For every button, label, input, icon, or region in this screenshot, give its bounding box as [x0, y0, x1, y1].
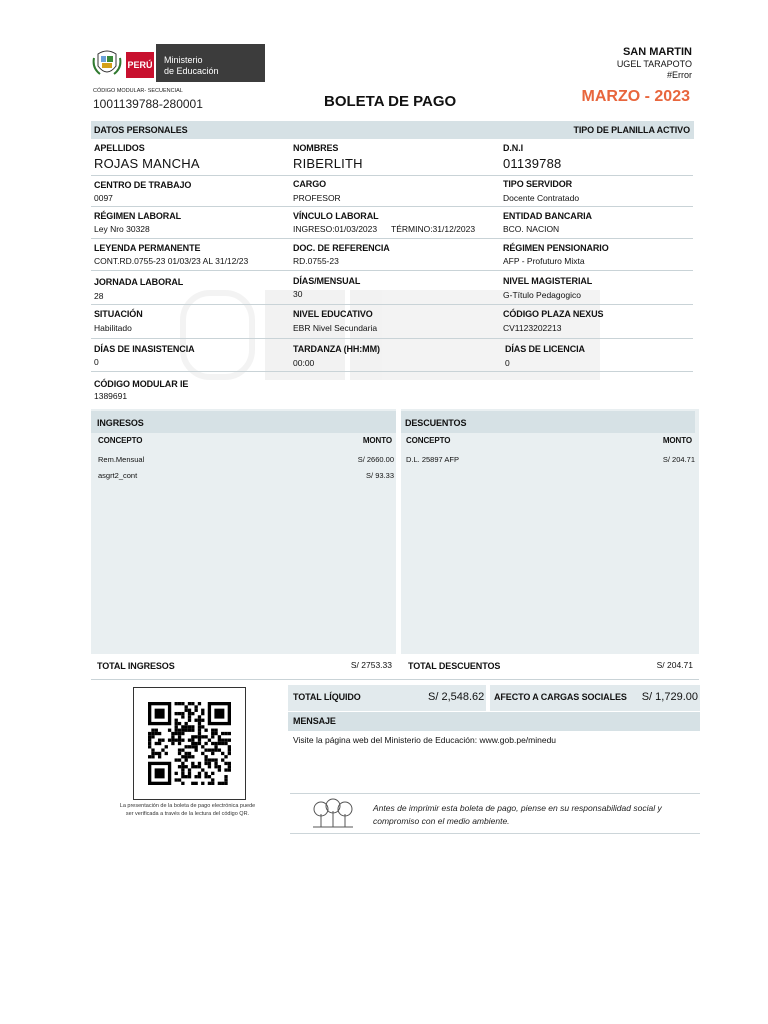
cargas-value: S/ 1,729.00: [641, 691, 698, 703]
entidad-label: ENTIDAD BANCARIA: [503, 211, 592, 221]
cargo-value: PROFESOR: [293, 193, 341, 203]
apellidos-value: ROJAS MANCHA: [94, 156, 200, 171]
eco-text: Antes de imprimir esta boleta de pago, piense en su responsabilidad social y compromiso con el medio ambiente.: [373, 803, 662, 826]
row-divider: [91, 206, 693, 207]
period-label: MARZO - 2023: [581, 88, 690, 105]
mensaje-url[interactable]: www.gob.pe/minedu: [479, 735, 557, 745]
dni-value: 01139788: [503, 156, 562, 171]
docref-value: RD.0755-23: [293, 256, 339, 266]
liquido-label: TOTAL LÍQUIDO: [293, 692, 361, 702]
qr-caption: La presentación de la boleta de pago electrónica puede ser verificada a través de la lectura del código QR.: [119, 803, 256, 817]
ingreso-row-monto: S/ 2660.00: [357, 455, 394, 464]
code-caption: CÓDIGO MODULAR- SECUENCIAL: [93, 88, 183, 94]
row-divider: [91, 371, 693, 372]
descuento-row-concepto: D.L. 25897 AFP: [406, 455, 459, 464]
nombres-value: RIBERLITH: [293, 156, 363, 171]
inasistencia-value: 0: [94, 357, 99, 367]
planilla-type: TIPO DE PLANILLA ACTIVO: [573, 125, 690, 135]
ingreso-value: INGRESO:01/03/2023: [293, 224, 378, 234]
ingreso-row-concepto: Rem.Mensual: [98, 455, 145, 464]
descuentos-panel: [401, 409, 699, 654]
dni-label: D.N.I: [503, 143, 524, 153]
ugel-label: UGEL TARAPOTO: [616, 59, 692, 69]
termino-value: TÉRMINO:31/12/2023: [391, 224, 476, 234]
minedu-logo: [92, 44, 265, 82]
nombres-label: NOMBRES: [293, 143, 339, 153]
row-divider: [91, 338, 693, 339]
jornada-value: 28: [94, 291, 104, 301]
total-descuentos-label: TOTAL DESCUENTOS: [408, 661, 501, 671]
regimen-value: Ley Nro 30328: [94, 224, 150, 234]
ingresos-col-monto: MONTO: [362, 436, 392, 445]
situacion-label: SITUACIÓN: [94, 309, 143, 319]
tipo-servidor-label: TIPO SERVIDOR: [503, 179, 573, 189]
peru-shield-icon: [92, 48, 122, 80]
descuentos-col-monto: MONTO: [662, 436, 692, 445]
licencia-label: DÍAS DE LICENCIA: [505, 344, 585, 354]
descuento-row-monto: S/ 204.71: [662, 455, 695, 464]
vinculo-label: VÍNCULO LABORAL: [293, 211, 379, 221]
ingresos-panel: [91, 409, 396, 654]
regimen-label: RÉGIMEN LABORAL: [94, 211, 181, 221]
modular-label: CÓDIGO MODULAR IE: [94, 379, 189, 389]
code-value: 1001139788-280001: [93, 97, 203, 111]
centro-value: 0097: [94, 193, 113, 203]
cargas-label: AFECTO A CARGAS SOCIALES: [494, 692, 627, 702]
licencia-value: 0: [505, 358, 510, 368]
tardanza-label: TARDANZA (HH:MM): [293, 344, 380, 354]
error-label: #Error: [666, 70, 692, 80]
row-divider: [91, 270, 693, 271]
qr-code-icon: [148, 702, 231, 785]
inasistencia-label: DÍAS DE INASISTENCIA: [94, 344, 195, 354]
row-divider: [91, 238, 693, 239]
mensaje-label: MENSAJE: [293, 716, 336, 726]
nivel-edu-label: NIVEL EDUCATIVO: [293, 309, 373, 319]
ingresos-title: INGRESOS: [97, 418, 144, 428]
descuentos-title: DESCUENTOS: [405, 418, 467, 428]
modular-value: 1389691: [94, 391, 128, 401]
leyenda-label: LEYENDA PERMANENTE: [94, 243, 201, 253]
eco-divider-top: [290, 793, 700, 794]
nivel-edu-value: EBR Nivel Secundaria: [293, 323, 378, 333]
apellidos-label: APELLIDOS: [94, 143, 145, 153]
pension-value: AFP - Profuturo Mixta: [503, 256, 585, 266]
qr-frame: [133, 687, 246, 800]
centro-label: CENTRO DE TRABAJO: [94, 180, 192, 190]
total-ingresos-value: S/ 2753.33: [350, 660, 392, 670]
trees-icon: [310, 798, 356, 830]
totals-divider: [91, 679, 699, 680]
nivel-mag-label: NIVEL MAGISTERIAL: [503, 276, 593, 286]
total-descuentos-value: S/ 204.71: [656, 660, 693, 670]
personal-data-title: DATOS PERSONALES: [94, 125, 188, 135]
jornada-label: JORNADA LABORAL: [94, 277, 184, 287]
total-ingresos-label: TOTAL INGRESOS: [97, 661, 175, 671]
logo-ministry-line1: Ministerio: [164, 55, 203, 65]
region-label: SAN MARTIN: [622, 46, 692, 58]
logo-peru-label: PERÚ: [126, 52, 154, 78]
mensaje-header: [288, 712, 700, 731]
mensaje-prefix: Visite la página web del Ministerio de Educación:: [293, 735, 480, 745]
logo-ministry-line2: de Educación: [164, 66, 219, 76]
ingreso-row-monto: S/ 93.33: [366, 471, 394, 480]
row-divider: [91, 304, 693, 305]
mensaje-text: [293, 735, 556, 745]
tipo-servidor-value: Docente Contratado: [503, 193, 580, 203]
liquido-value: S/ 2,548.62: [428, 691, 485, 703]
row-divider: [91, 175, 693, 176]
nivel-mag-value: G-Título Pedagogico: [503, 290, 581, 300]
plaza-label: CÓDIGO PLAZA NEXUS: [503, 309, 604, 319]
ingresos-col-concepto: CONCEPTO: [98, 436, 143, 445]
logo-ministry: [156, 44, 265, 82]
cargo-label: CARGO: [293, 179, 326, 189]
pension-label: RÉGIMEN PENSIONARIO: [503, 243, 609, 253]
leyenda-value: CONT.RD.0755-23 01/03/23 AL 31/12/23: [94, 256, 249, 266]
plaza-value: CV1123202213: [503, 323, 562, 333]
page-title: BOLETA DE PAGO: [324, 93, 457, 110]
situacion-value: Habilitado: [94, 323, 132, 333]
dias-label: DÍAS/MENSUAL: [293, 276, 361, 286]
ingreso-row-concepto: asgrt2_cont: [98, 471, 138, 480]
entidad-value: BCO. NACION: [503, 224, 560, 234]
eco-divider-bottom: [290, 833, 700, 834]
docref-label: DOC. DE REFERENCIA: [293, 243, 390, 253]
descuentos-col-concepto: CONCEPTO: [406, 436, 451, 445]
tardanza-value: 00:00: [293, 358, 315, 368]
dias-value: 30: [293, 289, 303, 299]
